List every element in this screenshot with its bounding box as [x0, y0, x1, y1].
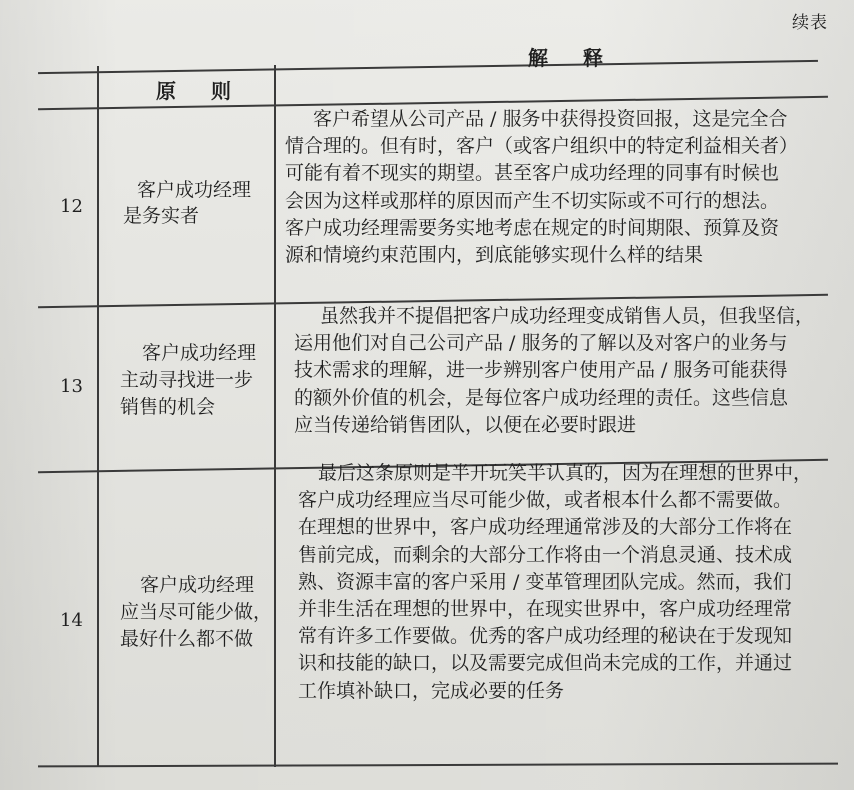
- principle-line: 是务实者: [123, 205, 200, 227]
- table-top-border: [38, 60, 818, 74]
- explanation-line: 在理想的世界中，客户成功经理通常涉及的大部分工作将在: [298, 516, 793, 539]
- explanation-line: 情合理的。但有时，客户（或客户组织中的特定利益相关者）: [285, 135, 799, 158]
- explanation-line: 会因为这样或那样的原因而产生不切实际或不可行的想法。: [285, 189, 780, 212]
- explanation-line: 的额外价值的机会，是每位客户成功经理的责任。这些信息: [294, 386, 789, 409]
- explanation-line: 虽然我并不提倡把客户成功经理变成销售人员，但我坚信，: [320, 305, 815, 327]
- explanation-line: 客户成功经理需要务实地考虑在规定的时间期限、预算及资: [285, 216, 780, 239]
- explanation-line: 熟、资源丰富的客户采用 / 变革管理团队完成。然而，我们: [298, 570, 792, 593]
- principle-line: 主动寻找进一步: [120, 369, 254, 391]
- number-column-divider: [97, 66, 99, 766]
- principle-column-divider: [274, 65, 276, 767]
- principle-13: [120, 341, 256, 419]
- principle-12: [123, 178, 251, 228]
- explanation-13: [294, 303, 814, 439]
- explanation-line: 最后这条原则是半开玩笑半认真的，因为在理想的世界中，: [318, 462, 813, 484]
- explanation-line: 源和情境约束范围内，到底能够实现什么样的结果: [285, 243, 704, 266]
- principle-14: [120, 573, 272, 651]
- explanation-14: [298, 460, 812, 705]
- principle-line: 最好什么都不做: [120, 628, 254, 650]
- explanation-line: 识和技能的缺口，以及需要完成但尚未完成的工作，并通过: [298, 652, 793, 675]
- explanation-line: 应当传递给销售团队，以便在必要时跟进: [294, 413, 637, 436]
- explanation-line: 工作填补缺口，完成必要的任务: [298, 679, 565, 702]
- table-bottom-border: [38, 763, 838, 768]
- principle-line: 客户成功经理: [142, 342, 257, 364]
- explanation-line: 常有许多工作要做。优秀的客户成功经理的秘诀在于发现知: [298, 625, 793, 648]
- row-number-12: 12: [60, 196, 83, 217]
- explanation-column-header: 解 释: [528, 46, 617, 70]
- explanation-line: 售前完成，而剩余的大部分工作将由一个消息灵通、技术成: [298, 543, 793, 566]
- explanation-line: 客户成功经理应当尽可能少做，或者根本什么都不需要做。: [298, 489, 793, 512]
- principle-line: 客户成功经理: [137, 179, 252, 201]
- principle-line: 销售的机会: [120, 396, 216, 418]
- explanation-line: 运用他们对自己公司产品 / 服务的了解以及对客户的业务与: [294, 332, 788, 355]
- explanation-line: 技术需求的理解，进一步辨别客户使用产品 / 服务可能获得: [294, 359, 788, 382]
- explanation-line: 并非生活在理想的世界中，在现实世界中，客户成功经理常: [298, 597, 793, 620]
- row-number-13: 13: [60, 376, 83, 397]
- explanation-line: 可能有着不现实的期望。甚至客户成功经理的同事有时候也: [285, 162, 780, 185]
- principle-line: 客户成功经理: [140, 574, 255, 596]
- explanation-12: [285, 106, 798, 269]
- continued-label: 续表: [792, 13, 828, 33]
- explanation-line: 客户希望从公司产品 / 服务中获得投资回报，这是完全合: [313, 108, 788, 130]
- principle-line: 应当尽可能少做，: [120, 601, 273, 623]
- principles-table: [38, 28, 854, 776]
- principle-column-header: 原 则: [156, 79, 245, 103]
- row-number-14: 14: [60, 610, 83, 631]
